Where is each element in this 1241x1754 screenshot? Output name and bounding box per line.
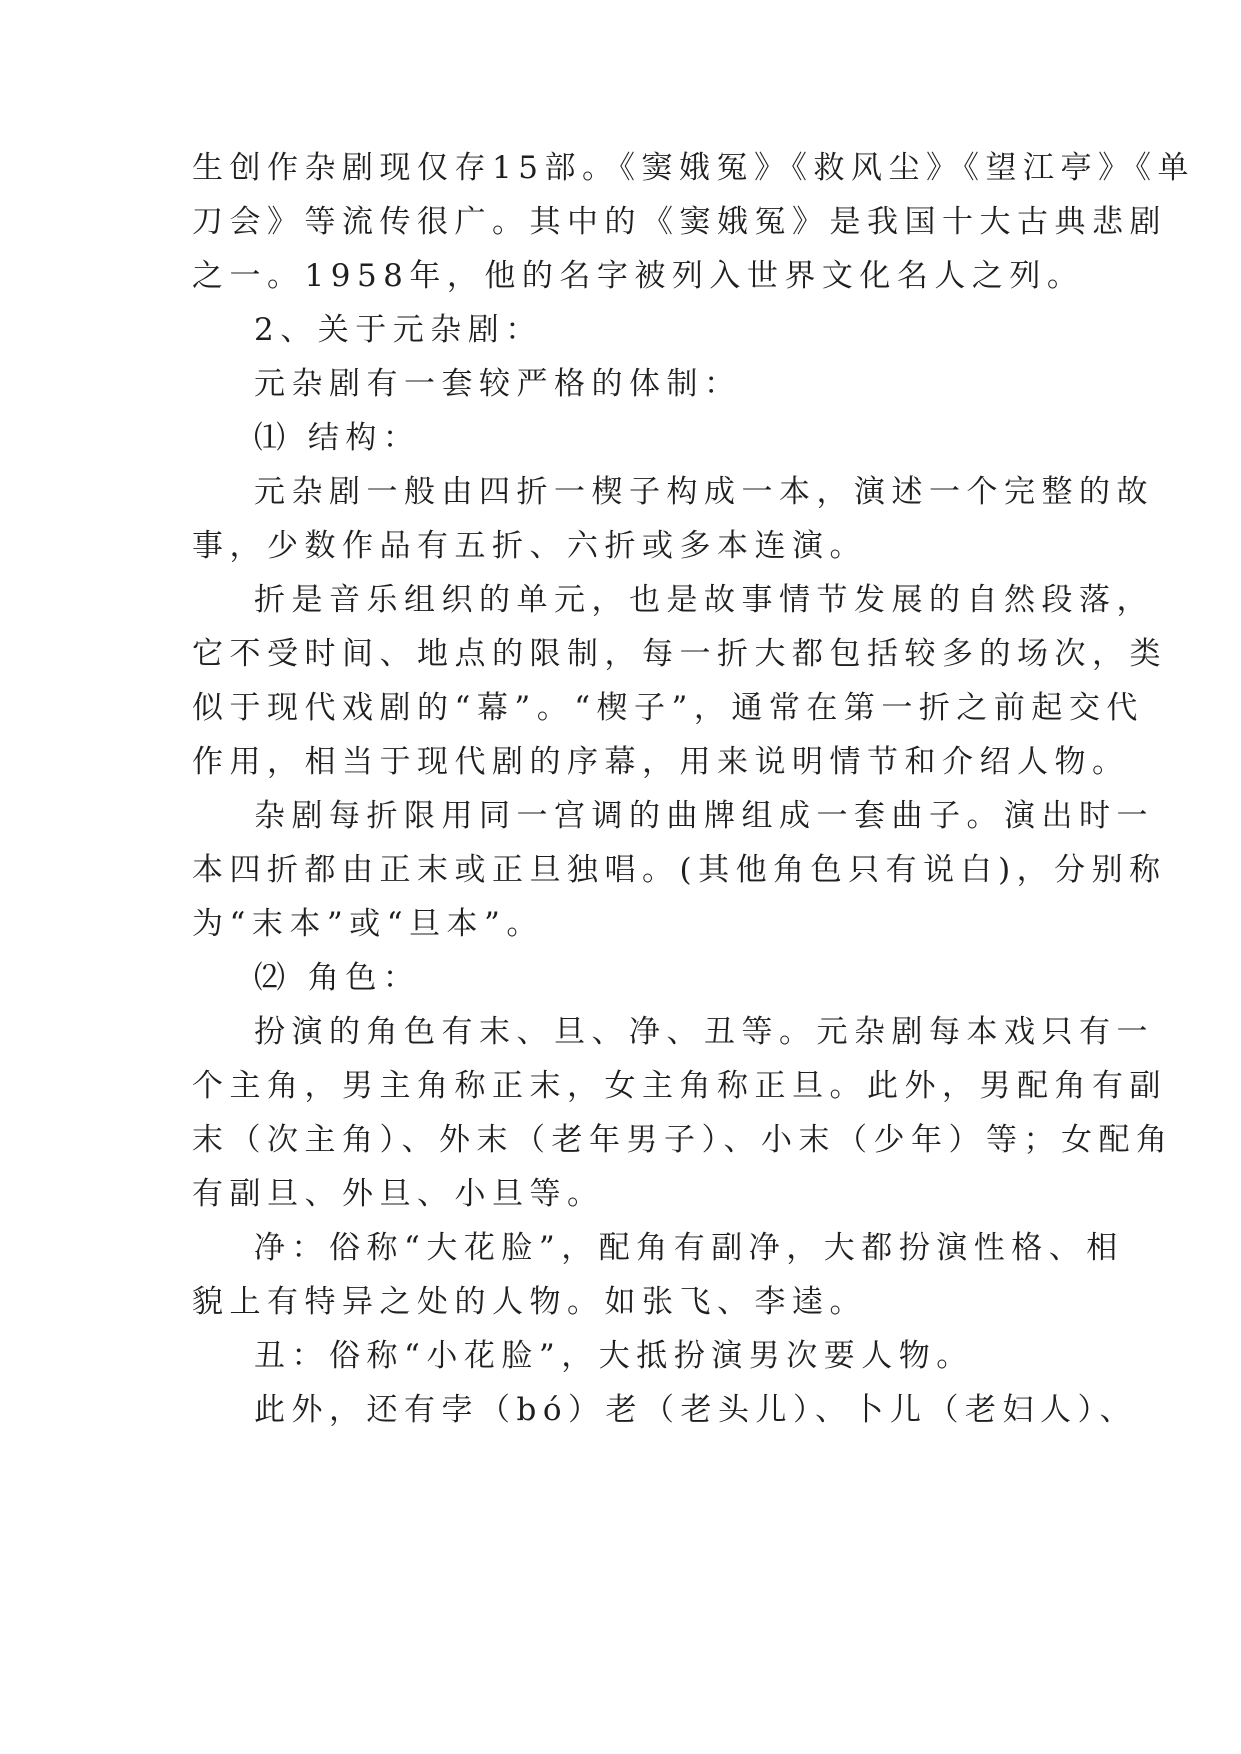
text-line: 末（次主角）、外末（老年男子）、小末（少年）等；女配角	[192, 1122, 1174, 1158]
sub-heading-roles: ⑵ 角色：	[254, 960, 421, 996]
text-line: 事，少数作品有五折、六折或多本连演。	[192, 528, 867, 564]
text-line: 生创作杂剧现仅存15部。《窦娥冤》《救风尘》《望江亭》《单	[192, 150, 1195, 186]
text-line: 似于现代戏剧的“幕”。“楔子”，通常在第一折之前起交代	[192, 690, 1144, 726]
text-line: 作用，相当于现代剧的序幕，用来说明情节和介绍人物。	[192, 744, 1130, 780]
text-line: 元杂剧有一套较严格的体制：	[254, 366, 742, 402]
text-line: 折是音乐组织的单元，也是故事情节发展的自然段落，	[254, 582, 1154, 618]
text-line: 本四折都由正末或正旦独唱。(其他角色只有说白)，分别称	[192, 852, 1167, 888]
sub-heading-structure: ⑴ 结构：	[254, 420, 421, 456]
text-line: 杂剧每折限用同一宫调的曲牌组成一套曲子。演出时一	[254, 798, 1154, 834]
text-line: 貌上有特异之处的人物。如张飞、李逵。	[192, 1284, 867, 1320]
text-line: 为“末本”或“旦本”。	[192, 906, 544, 942]
text-line: 个主角，男主角称正末，女主角称正旦。此外，男配角有副	[192, 1068, 1167, 1104]
text-line: 元杂剧一般由四折一楔子构成一本，演述一个完整的故	[254, 474, 1154, 510]
text-line: 丑：俗称“小花脸”，大抵扮演男次要人物。	[254, 1338, 974, 1374]
text-line: 它不受时间、地点的限制，每一折大都包括较多的场次，类	[192, 636, 1167, 672]
section-heading: 2、关于元杂剧：	[254, 312, 543, 348]
text-line: 净：俗称“大花脸”，配角有副净，大都扮演性格、相	[254, 1230, 1124, 1266]
text-line: 之一。1958年，他的名字被列入世界文化名人之列。	[192, 258, 1085, 294]
text-line: 扮演的角色有末、旦、净、丑等。元杂剧每本戏只有一	[254, 1014, 1154, 1050]
text-line: 刀会》等流传很广。其中的《窦娥冤》是我国十大古典悲剧	[192, 204, 1167, 240]
text-line: 此外，还有孛（bó）老（老头儿）、卜儿（老妇人）、	[254, 1392, 1138, 1428]
text-line: 有副旦、外旦、小旦等。	[192, 1176, 605, 1212]
